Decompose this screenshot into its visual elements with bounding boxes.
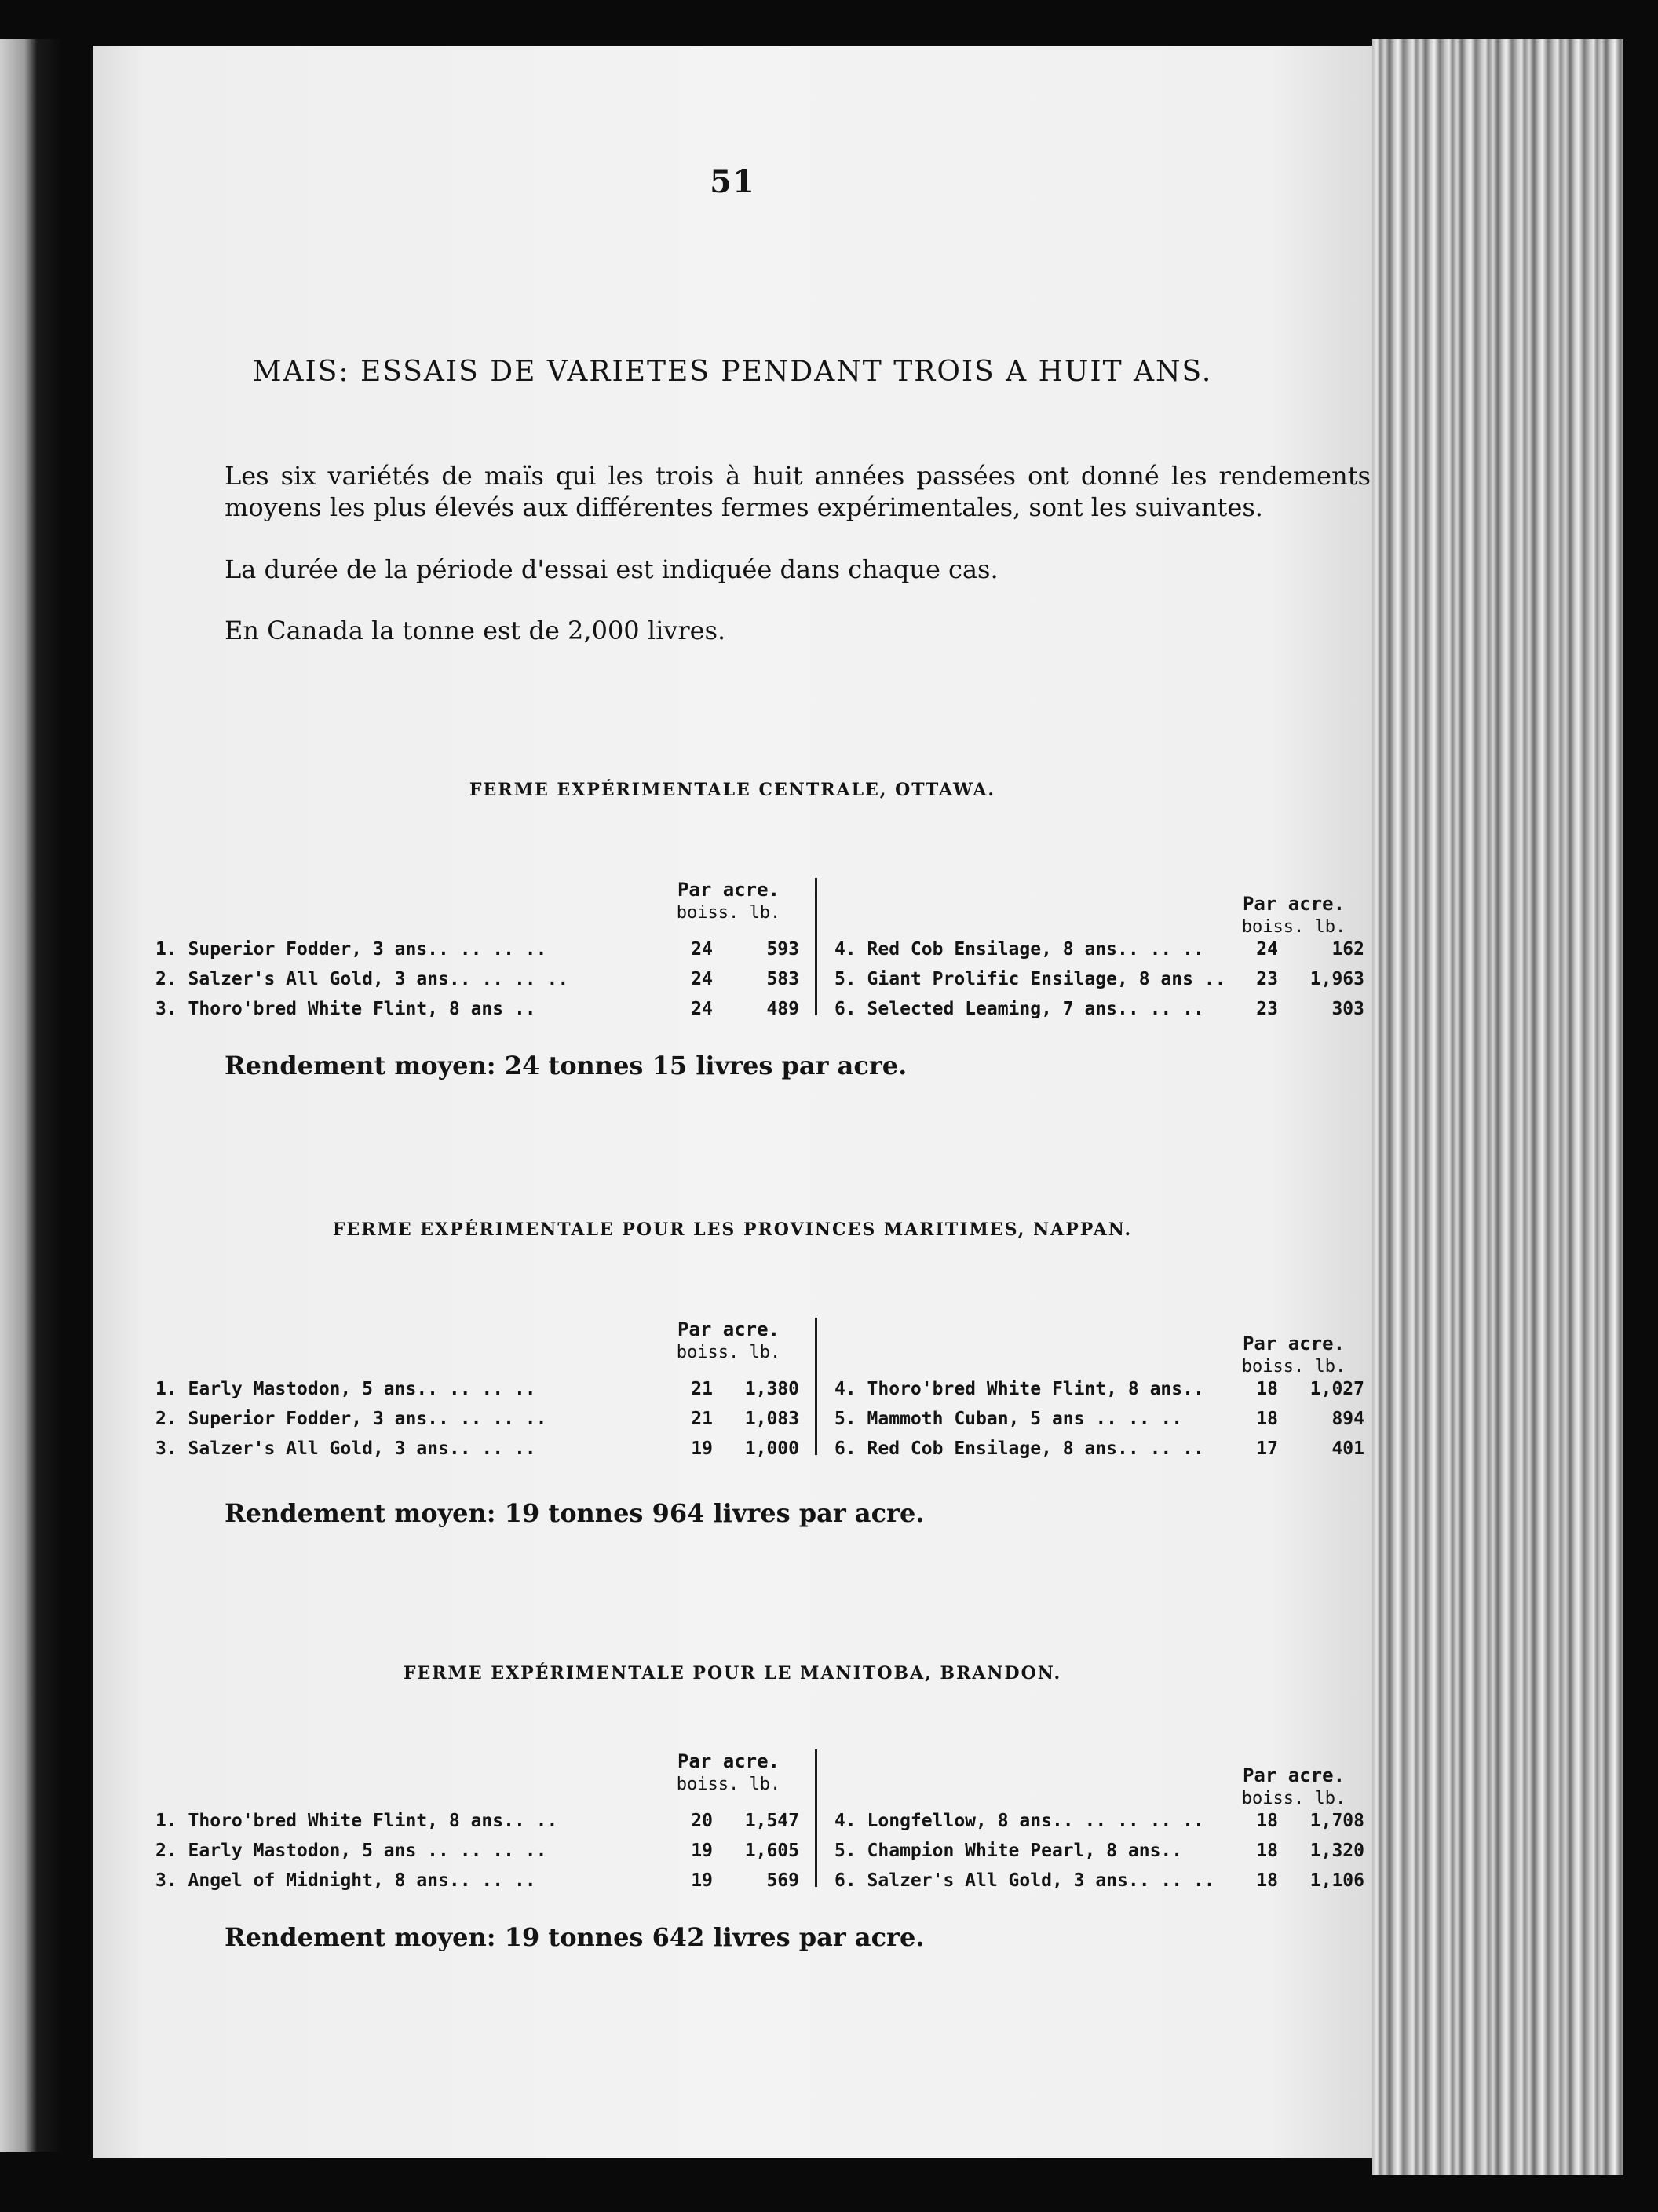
header-par-acre: Par acre. (1242, 1764, 1346, 1786)
table-cell-boiss: 24 (1256, 939, 1278, 960)
table-cell-lb: 1,106 (1309, 1870, 1364, 1891)
header-units: boiss. lb. (1241, 1357, 1346, 1377)
page-number: 51 (710, 163, 755, 200)
column-header-par-acre (658, 1749, 799, 1797)
table-cell-lb: 1,027 (1309, 1379, 1364, 1399)
table-row-label: 3. Thoro'bred White Flint, 8 ans .. (155, 999, 536, 1019)
table-cell-boiss: 18 (1256, 1811, 1278, 1831)
column-header-par-acre (658, 1318, 799, 1365)
table-cell-boiss: 19 (691, 1439, 713, 1459)
table-cell-boiss: 19 (691, 1841, 713, 1861)
yield-table-brandon (155, 1749, 1380, 1891)
table-row-label: 2. Salzer's All Gold, 3 ans.. .. .. .. (155, 969, 569, 989)
table-row-label: 3. Salzer's All Gold, 3 ans.. .. .. (155, 1439, 536, 1459)
column-header-par-acre (1223, 892, 1364, 939)
table-cell-lb: 1,547 (744, 1811, 799, 1831)
table-cell-lb: 1,605 (744, 1841, 799, 1861)
header-par-acre: Par acre. (1242, 893, 1346, 915)
table-cell-boiss: 20 (691, 1811, 713, 1831)
table-cell-lb: 1,320 (1309, 1841, 1364, 1861)
table-row-label: 6. Red Cob Ensilage, 8 ans.. .. .. (834, 1439, 1204, 1459)
header-units: boiss. lb. (676, 1775, 781, 1794)
table-row-label: 4. Longfellow, 8 ans.. .. .. .. .. (834, 1811, 1204, 1831)
table-cell-boiss: 24 (691, 939, 713, 960)
table-cell-lb: 583 (766, 969, 799, 989)
table-row-label: 3. Angel of Midnight, 8 ans.. .. .. (155, 1870, 536, 1891)
table-row-label: 5. Champion White Pearl, 8 ans.. (834, 1841, 1183, 1861)
table-row-label: 2. Superior Fodder, 3 ans.. .. .. .. (155, 1409, 547, 1429)
table-cell-boiss: 23 (1256, 969, 1278, 989)
table-cell-lb: 1,708 (1309, 1811, 1364, 1831)
section-title-ottawa: FERME EXPÉRIMENTALE CENTRALE, OTTAWA. (469, 780, 996, 800)
table-cell-lb: 1,963 (1309, 969, 1364, 989)
table-cell-boiss: 18 (1256, 1841, 1278, 1861)
table-cell-lb: 1,000 (744, 1439, 799, 1459)
document-page (93, 46, 1372, 2158)
table-row-label: 4. Thoro'bred White Flint, 8 ans.. (834, 1379, 1204, 1399)
column-divider (815, 1749, 817, 1887)
yield-table-ottawa (155, 878, 1380, 1019)
header-units: boiss. lb. (1241, 1789, 1346, 1808)
header-units: boiss. lb. (676, 1343, 781, 1362)
page-title: MAIS: ESSAIS DE VARIETES PENDANT TROIS A HUIT ANS. (252, 356, 1213, 388)
table-cell-boiss: 18 (1256, 1409, 1278, 1429)
column-header-par-acre (1223, 1764, 1364, 1811)
yield-table-nappan (155, 1318, 1380, 1459)
table-cell-lb: 1,380 (744, 1379, 799, 1399)
book-page-edges (1372, 39, 1623, 2175)
summary-nappan: Rendement moyen: 19 tonnes 964 livres par acre. (225, 1498, 925, 1528)
summary-ottawa: Rendement moyen: 24 tonnes 15 livres par acre. (225, 1051, 908, 1080)
header-par-acre: Par acre. (1242, 1333, 1346, 1355)
book-left-edge (0, 39, 61, 2152)
intro-paragraph-1: Les six variétés de maïs qui les trois à huit années passées ont donné les rendements moyens les plus élevés aux différentes fermes expérimentales, sont les suivantes. (225, 461, 1371, 522)
summary-brandon: Rendement moyen: 19 tonnes 642 livres par acre. (225, 1922, 925, 1952)
table-row-label: 1. Superior Fodder, 3 ans.. .. .. .. (155, 939, 547, 960)
table-cell-boiss: 21 (691, 1379, 713, 1399)
table-row-label: 5. Mammoth Cuban, 5 ans .. .. .. (834, 1409, 1183, 1429)
table-cell-boiss: 24 (691, 969, 713, 989)
table-row-label: 6. Salzer's All Gold, 3 ans.. .. .. (834, 1870, 1215, 1891)
table-cell-lb: 303 (1331, 999, 1364, 1019)
section-title-nappan: FERME EXPÉRIMENTALE POUR LES PROVINCES MARITIMES, NAPPAN. (332, 1219, 1133, 1240)
table-cell-boiss: 24 (691, 999, 713, 1019)
table-cell-boiss: 17 (1256, 1439, 1278, 1459)
table-cell-lb: 569 (766, 1870, 799, 1891)
table-row-label: 1. Thoro'bred White Flint, 8 ans.. .. (155, 1811, 558, 1831)
table-cell-boiss: 18 (1256, 1379, 1278, 1399)
header-units: boiss. lb. (676, 903, 781, 923)
table-cell-boiss: 18 (1256, 1870, 1278, 1891)
header-units: boiss. lb. (1241, 917, 1346, 937)
column-header-par-acre (1223, 1332, 1364, 1379)
table-cell-lb: 593 (766, 939, 799, 960)
table-cell-boiss: 23 (1256, 999, 1278, 1019)
table-row-label: 1. Early Mastodon, 5 ans.. .. .. .. (155, 1379, 536, 1399)
column-divider (815, 1318, 817, 1455)
table-cell-lb: 894 (1331, 1409, 1364, 1429)
column-header-par-acre (658, 878, 799, 925)
table-cell-lb: 401 (1331, 1439, 1364, 1459)
table-row-label: 4. Red Cob Ensilage, 8 ans.. .. .. (834, 939, 1204, 960)
table-row-label: 2. Early Mastodon, 5 ans .. .. .. .. (155, 1841, 547, 1861)
header-par-acre: Par acre. (677, 879, 780, 901)
table-cell-lb: 1,083 (744, 1409, 799, 1429)
intro-paragraph-3: En Canada la tonne est de 2,000 livres. (225, 616, 726, 645)
table-cell-lb: 489 (766, 999, 799, 1019)
table-cell-lb: 162 (1331, 939, 1364, 960)
section-title-brandon: FERME EXPÉRIMENTALE POUR LE MANITOBA, BRANDON. (403, 1663, 1062, 1684)
intro-paragraph-2: La durée de la période d'essai est indiquée dans chaque cas. (225, 554, 999, 584)
column-divider (815, 878, 817, 1015)
header-par-acre: Par acre. (677, 1750, 780, 1772)
table-cell-boiss: 19 (691, 1870, 713, 1891)
table-row-label: 5. Giant Prolific Ensilage, 8 ans .. (834, 969, 1226, 989)
table-cell-boiss: 21 (691, 1409, 713, 1429)
table-row-label: 6. Selected Leaming, 7 ans.. .. .. (834, 999, 1204, 1019)
header-par-acre: Par acre. (677, 1318, 780, 1340)
